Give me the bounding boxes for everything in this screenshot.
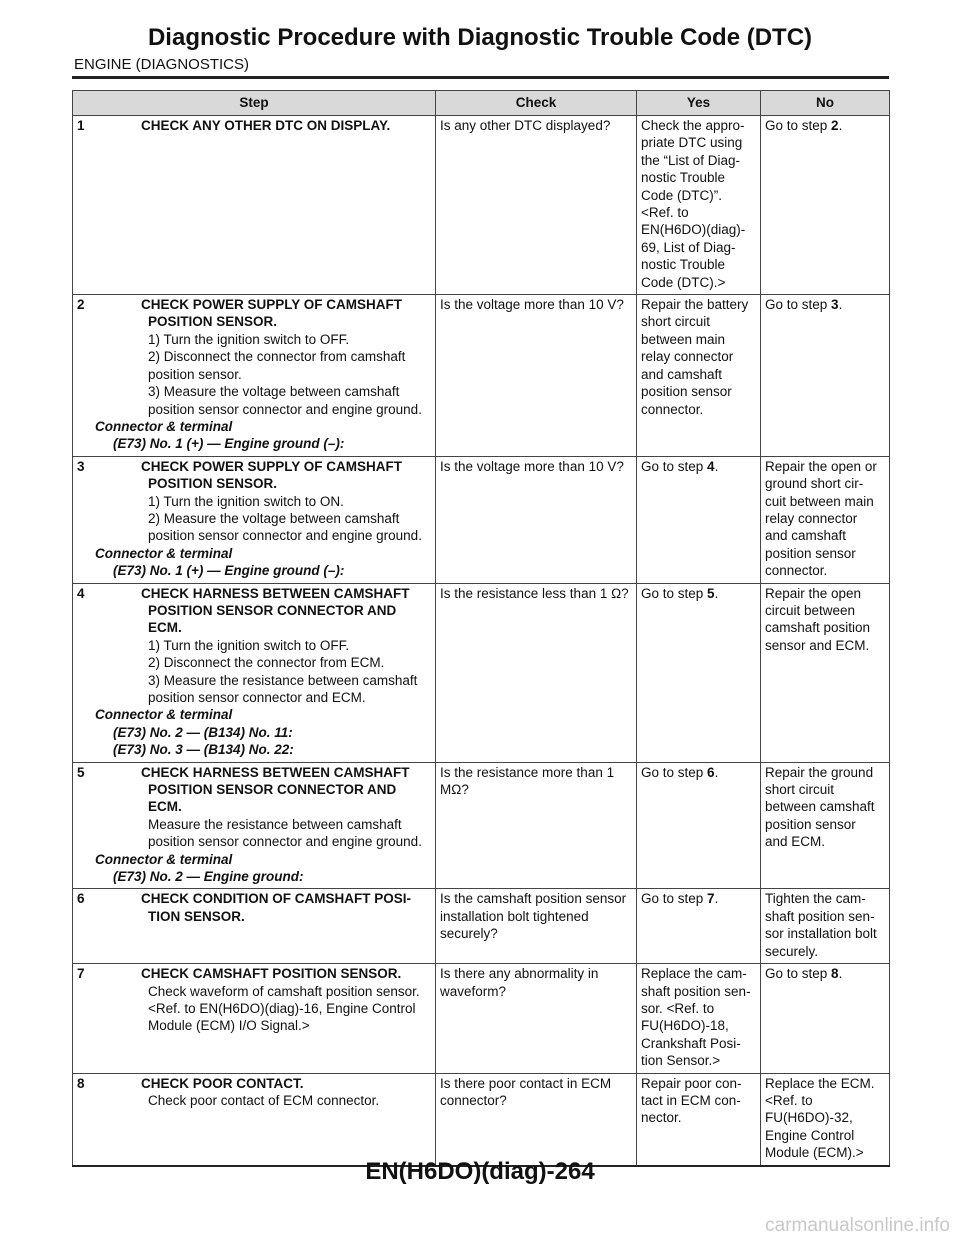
no-line: cuit between main <box>765 493 874 509</box>
section-subtitle: ENGINE (DIAGNOSTICS) <box>74 56 250 73</box>
step-instruction: Check poor contact of ECM connector. <box>148 1092 380 1108</box>
yes-goto <box>641 890 757 907</box>
step-heading <box>77 585 432 602</box>
step-heading <box>77 619 432 636</box>
goto-step-number: 7 <box>707 891 715 907</box>
step-heading-text: CHECK ANY OTHER DTC ON DISPLAY. <box>141 118 391 133</box>
no-line: Tighten the cam- <box>765 891 866 907</box>
no-cell <box>761 295 890 457</box>
step-heading-text: POSITION SENSOR. <box>148 476 278 492</box>
step-instruction: <Ref. to EN(H6DO)(diag)-16, Engine Control <box>148 1000 416 1016</box>
yes-line: shaft position sen- <box>641 983 751 999</box>
no-line: shaft position sen- <box>765 908 875 924</box>
no-line: position sensor <box>765 816 856 832</box>
step-instruction: 2) Disconnect the connector from camshaft <box>148 349 406 365</box>
check-cell: Is there any abnormality in waveform? <box>436 964 637 1073</box>
yes-cell <box>637 456 761 583</box>
yes-line: nector. <box>641 1110 682 1126</box>
step-instruction: position sensor connector and engine ground. <box>148 528 422 544</box>
no-line: sor installation bolt <box>765 926 877 942</box>
step-heading-text: CHECK HARNESS BETWEEN CAMSHAFT <box>141 764 410 780</box>
table-row <box>73 295 890 457</box>
no-line: camshaft position <box>765 620 871 636</box>
step-heading-text: CHECK HARNESS BETWEEN CAMSHAFT <box>141 585 410 601</box>
connector-terminal-spec: (E73) No. 2 — Engine ground: <box>113 869 304 885</box>
no-line: FU(H6DO)-32, <box>765 1110 853 1126</box>
no-line: circuit between <box>765 602 856 618</box>
yes-line: short circuit <box>641 314 711 330</box>
step-heading-text: POSITION SENSOR CONNECTOR AND <box>148 602 397 618</box>
check-cell: Is any other DTC displayed? <box>436 116 637 295</box>
check-cell: Is the voltage more than 10 V? <box>436 456 637 583</box>
table-row <box>73 762 890 889</box>
step-heading-text: POSITION SENSOR CONNECTOR AND <box>148 782 397 798</box>
step-heading <box>77 1075 432 1092</box>
step-heading-text: CHECK CAMSHAFT POSITION SENSOR. <box>141 966 402 982</box>
connector-terminal-label: Connector & terminal <box>95 707 233 723</box>
yes-line: and camshaft <box>641 366 723 382</box>
yes-line: between main <box>641 331 726 347</box>
step-heading-text: POSITION SENSOR. <box>148 314 278 330</box>
step-number: 1 <box>77 118 85 133</box>
step-instruction: Module (ECM) I/O Signal.> <box>148 1018 310 1034</box>
step-instruction: 1) Turn the ignition switch to ON. <box>148 493 344 509</box>
yes-line: Code (DTC).> <box>641 274 726 290</box>
goto-text: Go to step <box>765 966 832 982</box>
no-line: connector. <box>765 563 828 579</box>
yes-goto <box>641 585 757 602</box>
goto-end: . <box>714 458 719 474</box>
step-heading <box>77 475 432 492</box>
no-line: short circuit <box>765 782 835 798</box>
step-heading-text: TION SENSOR. <box>148 908 245 924</box>
step-instruction: 1) Turn the ignition switch to OFF. <box>148 637 350 653</box>
yes-line: the “List of Diag- <box>641 152 741 168</box>
step-instruction: 3) Measure the resistance between camshaft <box>148 672 418 688</box>
step-heading <box>77 781 432 798</box>
no-line: and ECM. <box>765 834 826 850</box>
yes-line: Crankshaft Posi- <box>641 1035 741 1051</box>
step-number: 8 <box>77 1075 85 1091</box>
step-heading <box>77 908 432 925</box>
table-row <box>73 116 890 295</box>
column-header-yes: Yes <box>637 91 761 116</box>
goto-end: . <box>714 764 719 780</box>
step-instruction: 2) Measure the voltage between camshaft <box>148 510 400 526</box>
yes-goto <box>641 764 757 781</box>
step-cell <box>73 1073 436 1166</box>
check-cell: Is the resistance less than 1 Ω? <box>436 583 637 762</box>
goto-text: Go to step <box>641 585 708 601</box>
step-number: 3 <box>77 458 85 474</box>
no-cell <box>761 964 890 1073</box>
yes-cell <box>637 762 761 889</box>
step-heading <box>77 798 432 815</box>
step-number: 5 <box>77 764 85 780</box>
yes-line: nostic Trouble <box>641 257 726 273</box>
yes-line: tion Sensor.> <box>641 1053 721 1069</box>
step-instruction: position sensor. <box>148 366 242 382</box>
no-line: Repair the open or <box>765 458 877 474</box>
yes-cell <box>637 583 761 762</box>
step-heading <box>77 458 432 475</box>
connector-terminal-spec: (E73) No. 3 — (B134) No. 22: <box>113 742 294 758</box>
step-instruction: 3) Measure the voltage between camshaft <box>148 384 400 400</box>
goto-step-number: 4 <box>707 458 715 474</box>
goto-step-number: 6 <box>707 764 715 780</box>
yes-line: priate DTC using <box>641 135 743 151</box>
diagnostic-procedure-table <box>72 90 890 1167</box>
yes-line: Replace the cam- <box>641 966 747 982</box>
step-instruction: position sensor connector and engine ground. <box>148 834 422 850</box>
yes-cell <box>637 116 761 295</box>
goto-step-number: 3 <box>831 297 839 313</box>
goto-text: Go to step <box>641 891 708 907</box>
yes-line: sor. <Ref. to <box>641 1000 715 1016</box>
no-line: ground short cir- <box>765 476 864 492</box>
yes-cell <box>637 295 761 457</box>
step-instruction: position sensor connector and ECM. <box>148 690 366 705</box>
step-instruction: position sensor connector and engine ground. <box>148 401 422 417</box>
step-cell <box>73 116 436 295</box>
table-row <box>73 964 890 1073</box>
connector-terminal-label: Connector & terminal <box>95 418 233 434</box>
step-heading-text: ECM. <box>148 620 182 636</box>
step-heading-text: CHECK POWER SUPPLY OF CAMSHAFT <box>141 297 403 313</box>
step-number: 4 <box>77 585 85 601</box>
yes-line: connector. <box>641 401 704 417</box>
step-cell <box>73 889 436 964</box>
no-line: Module (ECM).> <box>765 1145 864 1161</box>
no-cell <box>761 116 890 295</box>
no-cell <box>761 1073 890 1166</box>
step-number: 2 <box>77 297 85 313</box>
no-line: Repair the ground <box>765 764 874 780</box>
step-number: 6 <box>77 891 85 907</box>
yes-line: Repair the battery <box>641 297 749 313</box>
connector-terminal-spec: (E73) No. 1 (+) — Engine ground (–): <box>113 563 345 579</box>
no-line: Repair the open <box>765 585 862 601</box>
yes-cell <box>637 1073 761 1166</box>
step-heading <box>77 313 432 330</box>
yes-line: Repair poor con- <box>641 1075 742 1091</box>
check-cell: Is the voltage more than 10 V? <box>436 295 637 457</box>
goto-step-number: 2 <box>831 118 839 133</box>
step-number: 7 <box>77 966 85 982</box>
step-heading-text: ECM. <box>148 799 182 815</box>
yes-line: position sensor <box>641 384 732 400</box>
yes-line: tact in ECM con- <box>641 1092 741 1108</box>
column-header-step: Step <box>73 91 436 116</box>
step-heading-text: CHECK POWER SUPPLY OF CAMSHAFT <box>141 458 403 474</box>
step-cell <box>73 964 436 1073</box>
yes-cell <box>637 964 761 1073</box>
yes-line: nostic Trouble <box>641 170 726 186</box>
page-number: EN(H6DO)(diag)-264 <box>365 1158 595 1185</box>
column-header-check: Check <box>436 91 637 116</box>
connector-terminal-spec: (E73) No. 2 — (B134) No. 11: <box>113 724 293 740</box>
watermark: carmanualsonline.info <box>765 1215 950 1236</box>
yes-line: 69, List of Diag- <box>641 239 736 255</box>
yes-goto <box>641 458 757 475</box>
goto-text: Go to step <box>641 764 708 780</box>
step-heading <box>77 965 432 982</box>
step-cell <box>73 456 436 583</box>
header-rule <box>72 76 889 79</box>
yes-line: FU(H6DO)-18, <box>641 1018 729 1034</box>
step-cell <box>73 583 436 762</box>
goto-end: . <box>838 966 843 982</box>
no-goto <box>765 296 886 313</box>
step-heading <box>77 890 432 907</box>
step-instruction: 1) Turn the ignition switch to OFF. <box>148 331 350 347</box>
goto-end: . <box>714 891 719 907</box>
table-row <box>73 1073 890 1166</box>
table-row <box>73 889 890 964</box>
step-cell <box>73 295 436 457</box>
step-instruction: Measure the resistance between camshaft <box>148 816 402 832</box>
yes-line: EN(H6DO)(diag)- <box>641 222 746 238</box>
no-cell <box>761 456 890 583</box>
goto-end: . <box>838 118 843 133</box>
table-row <box>73 583 890 762</box>
no-cell <box>761 762 890 889</box>
table-header-row <box>73 91 890 116</box>
step-heading <box>77 764 432 781</box>
no-line: relay connector <box>765 510 858 526</box>
goto-step-number: 5 <box>707 585 715 601</box>
column-header-no: No <box>761 91 890 116</box>
goto-step-number: 8 <box>831 966 839 982</box>
no-goto <box>765 965 886 982</box>
connector-terminal-label: Connector & terminal <box>95 545 233 561</box>
connector-terminal-spec: (E73) No. 1 (+) — Engine ground (–): <box>113 436 345 452</box>
goto-end: . <box>838 297 843 313</box>
no-goto <box>765 117 886 134</box>
no-line: sensor and ECM. <box>765 637 870 653</box>
goto-end: . <box>714 585 719 601</box>
yes-line: <Ref. to <box>641 205 689 221</box>
step-heading <box>77 117 432 134</box>
no-cell <box>761 889 890 964</box>
connector-terminal-label: Connector & terminal <box>95 851 233 867</box>
step-instruction: Check waveform of camshaft position sensor. <box>148 983 420 999</box>
no-line: <Ref. to <box>765 1092 813 1108</box>
no-cell <box>761 583 890 762</box>
goto-text: Go to step <box>765 297 832 313</box>
check-cell: Is the resistance more than 1 MΩ? <box>436 762 637 889</box>
step-heading <box>77 602 432 619</box>
goto-text: Go to step <box>765 118 832 133</box>
page-title: Diagnostic Procedure with Diagnostic Trouble Code (DTC) <box>147 24 813 51</box>
yes-cell <box>637 889 761 964</box>
no-line: securely. <box>765 943 819 959</box>
yes-line: Code (DTC)”. <box>641 187 723 203</box>
no-line: position sensor <box>765 545 856 561</box>
yes-line: relay connector <box>641 349 734 365</box>
goto-text: Go to step <box>641 458 708 474</box>
step-heading-text: CHECK CONDITION OF CAMSHAFT POSI- <box>141 891 411 907</box>
check-cell: Is there poor contact in ECM connector? <box>436 1073 637 1166</box>
yes-line: Check the appro- <box>641 118 745 133</box>
step-cell <box>73 762 436 889</box>
no-line: between camshaft <box>765 799 875 815</box>
no-line: Replace the ECM. <box>765 1075 875 1091</box>
step-heading-text: CHECK POOR CONTACT. <box>141 1075 304 1091</box>
no-line: and camshaft <box>765 528 847 544</box>
step-heading <box>77 296 432 313</box>
check-cell: Is the camshaft position sensor installation bolt tightened securely? <box>436 889 637 964</box>
no-line: Engine Control <box>765 1127 855 1143</box>
table-row <box>73 456 890 583</box>
step-instruction: 2) Disconnect the connector from ECM. <box>148 655 385 671</box>
